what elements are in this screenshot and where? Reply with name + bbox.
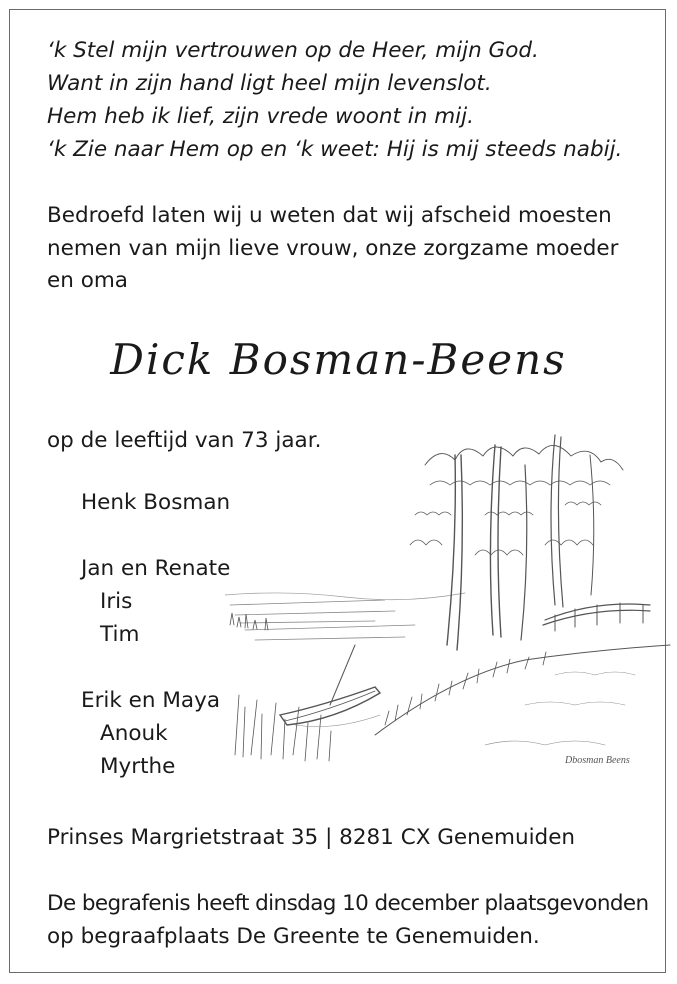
- verse-line: Want in zijn hand ligt heel mijn levenslot.: [47, 71, 492, 96]
- deceased-name: Dick Bosman-Beens: [110, 335, 567, 384]
- address: Prinses Margrietstraat 35 | 8281 CX Genemuiden: [47, 825, 576, 850]
- funeral-line: De begrafenis heeft dinsdag 10 december plaatsgevonden: [47, 891, 649, 916]
- announcement-line: Bedroefd laten wij u weten dat wij afscheid moesten: [47, 203, 612, 228]
- family-member: Henk Bosman: [81, 490, 231, 515]
- grandchild: Tim: [100, 622, 140, 647]
- verse-line: Hem heb ik lief, zijn vrede woont in mij.: [47, 104, 474, 129]
- grandchild: Myrthe: [100, 754, 176, 779]
- announcement: [47, 200, 618, 298]
- funeral-line: op begraafplaats De Greente te Genemuiden.: [47, 923, 540, 949]
- announcement-line: nemen van mijn lieve vrouw, onze zorgzame moeder: [47, 235, 619, 261]
- landscape-sketch-image: [225, 425, 675, 785]
- grandchild: Iris: [100, 589, 133, 614]
- funeral-notice: [47, 888, 649, 953]
- announcement-line: en oma: [47, 268, 128, 293]
- family-member: Jan en Renate: [81, 556, 231, 581]
- verse-line: ‘k Stel mijn vertrouwen op de Heer, mijn God.: [47, 38, 539, 63]
- family-member: Erik en Maya: [81, 688, 220, 713]
- grandchild: Anouk: [100, 721, 168, 746]
- age-line: op de leeftijd van 73 jaar.: [47, 428, 322, 453]
- verse: [47, 35, 622, 167]
- sketch-signature: Dbosman Beens: [565, 755, 630, 766]
- verse-line: ‘k Zie naar Hem op en ‘k weet: Hij is mij steeds nabij.: [47, 137, 623, 162]
